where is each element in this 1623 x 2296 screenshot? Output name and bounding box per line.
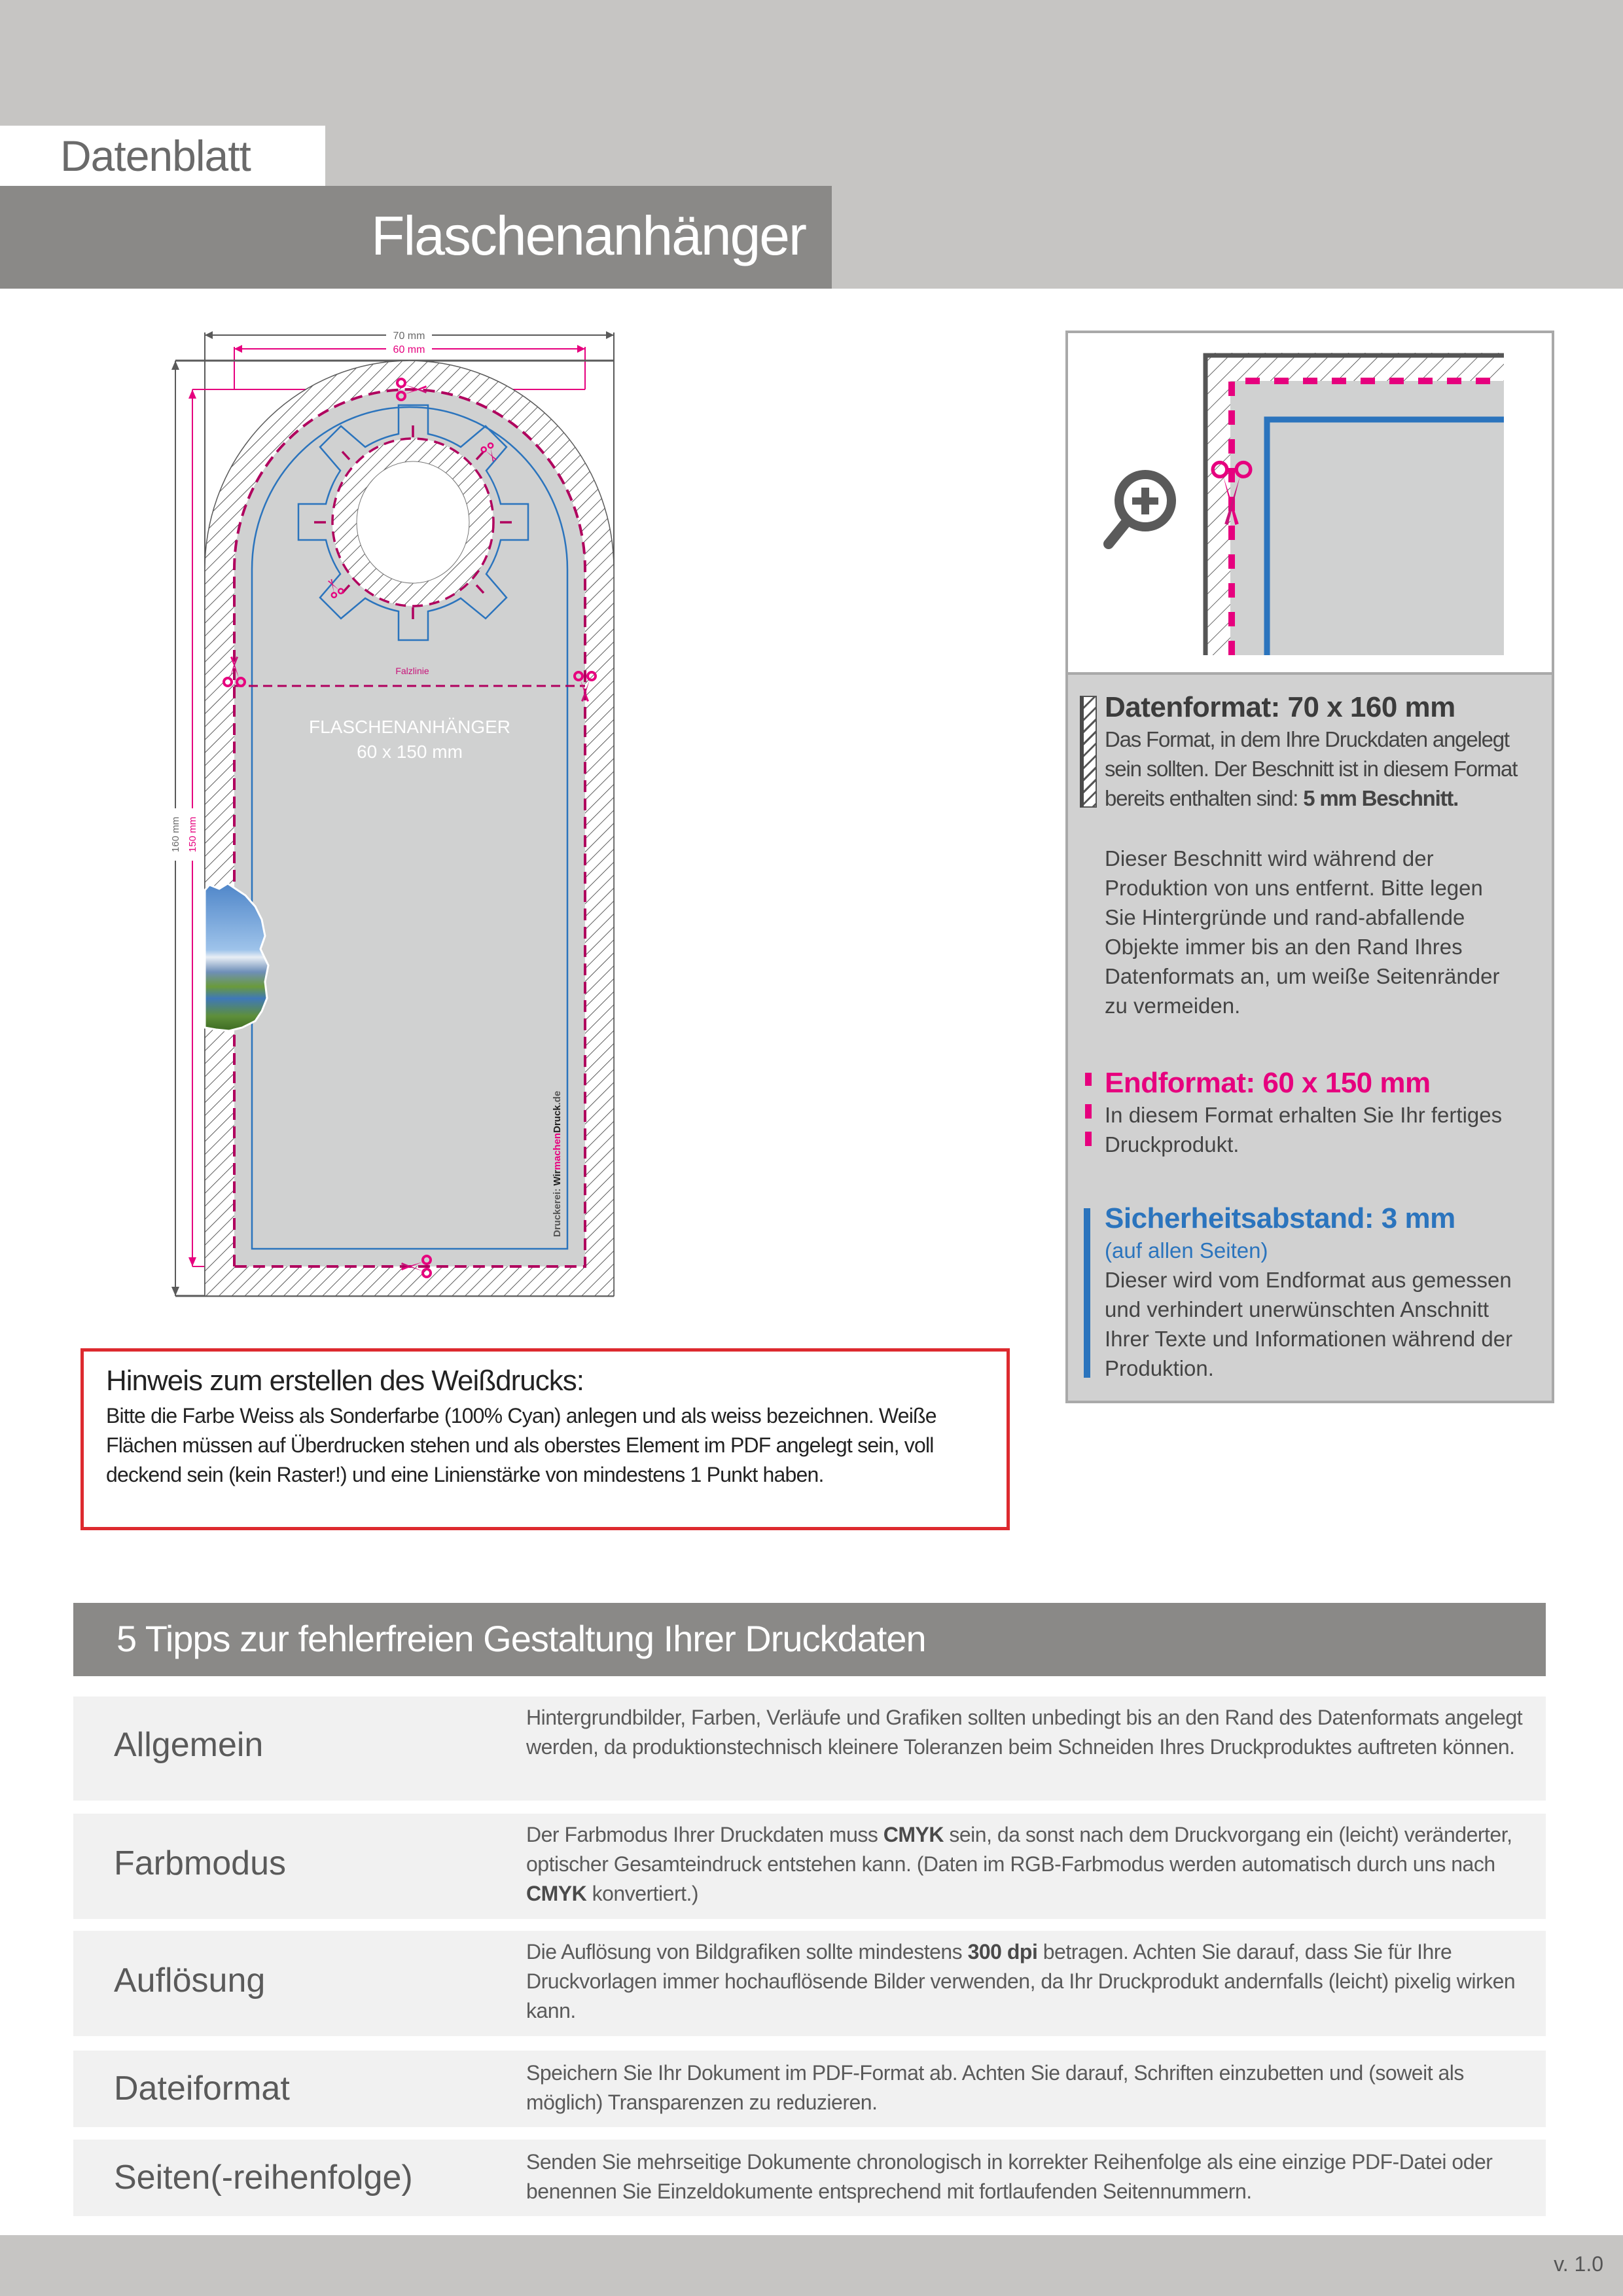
tip-text: Der Farbmodus Ihrer Druckdaten muss CMYK sein, da sonst nach dem Druckvorgang ein (leicht) veränderter, optischer Gesamteindruck entstehen kann. (Daten im RGB-Farbmodus werden automatisch durch uns nach CMYK konvertiert.) [526,1823,1512,1905]
dim-height-final-label: 150 mm [187,816,198,853]
datenformat-title: Datenformat: 70 x 160 mm [1105,691,1455,723]
tips-header [73,1603,1546,1676]
fold-label: Falzlinie [395,666,429,676]
format-legend [1065,672,1554,1403]
hatch-marker [1080,696,1097,808]
legend-datenformat [1105,691,1539,813]
sicherheit-text: Dieser wird vom Endformat aus gemessen und verhindert unerwünschten Anschnitt Ihrer Texte und Informationen während der Produktion. [1105,1268,1513,1380]
header-label: Datenblatt [60,132,251,180]
product-size: 60 x 150 mm [357,742,463,762]
printer-imprint: Druckerei: WirmachenDruck.de [552,1090,563,1237]
tip-row [73,2140,1546,2216]
header-label-box [0,126,325,186]
zoom-detail-box [1065,331,1554,675]
tip-label: Dateiformat [114,2070,290,2108]
tip-row [73,2051,1546,2127]
endformat-text: In diesem Format erhalten Sie Ihr fertiges Druckprodukt. [1105,1103,1503,1157]
tip-text: Die Auflösung von Bildgrafiken sollte mindestens 300 dpi betragen. Achten Sie darauf, dass Sie für Ihre Druckvorlagen immer hochauflösende Bilder verwenden, da Ihr Druckprodukt andernfalls (leicht) pixelig wirken kann. [526,1940,1516,2022]
tip-label: Allgemein [114,1726,264,1764]
endformat-title: Endformat: 60 x 150 mm [1105,1067,1431,1099]
notice-text: Bitte die Farbe Weiss als Sonderfarbe (100% Cyan) anlegen und als weiss bezeichnen. Weiße Flächen müssen auf Überdrucken stehen und als oberstes Element im PDF angelegt sein, voll deckend sein (kein Raster!) und eine Linienstärke von mindestens 1 Punkt haben. [106,1404,936,1486]
magnifier-plus-icon [1109,475,1171,544]
dim-height-total-label: 160 mm [170,816,181,853]
tip-text: Speichern Sie Ihr Dokument im PDF-Format ab. Achten Sie darauf, Schriften einzubetten und (soweit als möglich) Transparenzen zu reduzieren. [526,2061,1464,2114]
tip-row [73,1696,1546,1801]
legend-sicherheitsabstand [1105,1202,1539,1383]
product-name: FLASCHENANHÄNGER [308,717,511,737]
page-title: Flaschenanhänger [371,205,806,266]
legend-endformat [1105,1066,1539,1159]
white-print-notice [80,1348,1010,1530]
tips-title: 5 Tipps zur fehlerfreien Gestaltung Ihrer Druckdaten [116,1618,926,1659]
blue-marker [1084,1208,1090,1378]
version-label: v. 1.0 [1554,2252,1603,2276]
tip-label: Farbmodus [114,1844,286,1882]
notice-title: Hinweis zum erstellen des Weißdrucks: [106,1365,584,1397]
footer [0,2235,1623,2296]
hole [357,461,469,583]
sicherheit-subtitle: (auf allen Seiten) [1105,1238,1268,1263]
tip-text: Senden Sie mehrseitige Dokumente chronologisch in korrekter Reihenfolge als eine einzige PDF-Datei oder benennen Sie Einzeldokumente entsprechend mit fortlaufenden Seitennummern. [526,2150,1493,2203]
tip-label: Auflösung [114,1962,266,2000]
dim-width-total-label: 70 mm [393,331,425,342]
tip-row [73,1814,1546,1919]
tip-text: Hintergrundbilder, Farben, Verläufe und Grafiken sollten unbedingt bis an den Rand des Datenformats angelegt werden, da produktionstechnisch kleinere Toleranzen beim Schneiden Ihres Druckproduktes auftreten können. [526,1706,1523,1759]
tip-row [73,1931,1546,2036]
tip-label: Seiten(-reihenfolge) [114,2159,413,2197]
title-bar [0,186,832,289]
datenformat-text: Das Format, in dem Ihre Druckdaten angelegt sein sollten. Der Beschnitt ist in diesem Format bereits enthalten sind: 5 mm Beschnitt. [1105,727,1518,810]
dim-width-final-label: 60 mm [393,344,425,355]
datenformat-note: Dieser Beschnitt wird während der Produktion von uns entfernt. Bitte legen Sie Hintergründe und rand-abfallende Objekte immer bis an den Rand Ihres Datenformats an, um weiße Seitenränder zu vermeiden. [1105,846,1500,1018]
product-diagram [157,321,628,1309]
sicherheit-title: Sicherheitsabstand: 3 mm [1105,1202,1455,1234]
legend-datenformat-note [1105,844,1512,1020]
